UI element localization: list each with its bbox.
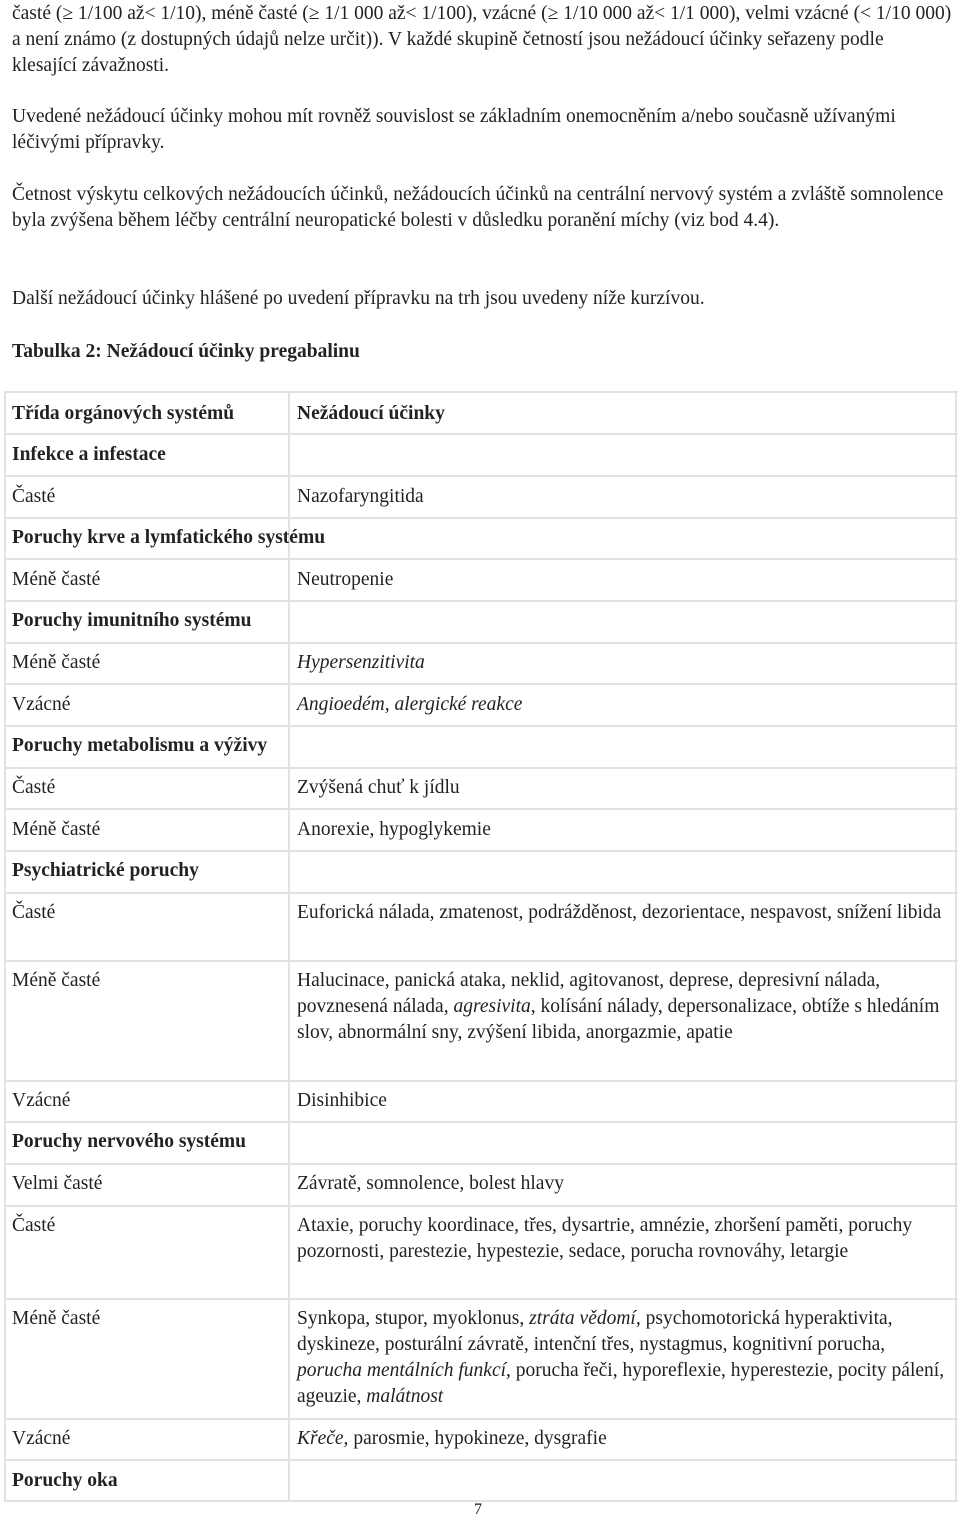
frequency-cell: Méně časté (12, 569, 101, 590)
effects-text-italic: Křeče, (297, 1428, 349, 1449)
effects-text-italic: malátnost (366, 1386, 444, 1407)
row-divider (4, 600, 958, 602)
row-divider (4, 558, 958, 560)
row-divider (4, 1459, 958, 1461)
effects-cell: Euforická nálada, zmatenost, podrážděnost, dezorientace, nespavost, snížení libida (297, 902, 942, 923)
frequency-cell: Méně časté (12, 819, 101, 840)
effects-cell (297, 1426, 607, 1452)
effects-text-italic: agresivita (453, 996, 531, 1017)
row-divider (4, 475, 958, 477)
effects-cell: Zvýšená chuť k jídlu (297, 777, 460, 798)
row-divider (4, 1418, 958, 1420)
intro-paragraph-postmarketing: Další nežádoucí účinky hlášené po uvedení přípravku na trh jsou uvedeny níže kurzívou. (12, 288, 705, 309)
intro-paragraph-cns-frequency: Četnost výskytu celkových nežádoucích účinků, nežádoucích účinků na centrální nervový systém a zvláště somnolence byla zvýšena během léčby centrální neuropatické bolesti v důsledku poranění míchy (viz bod 4.4). (12, 184, 944, 231)
section-title-metabolism: Poruchy metabolismu a výživy (12, 735, 268, 756)
row-divider (4, 725, 958, 727)
effects-cell: Disinhibice (297, 1090, 387, 1111)
column-divider (288, 391, 290, 1502)
row-divider (4, 1298, 958, 1300)
frequency-cell: Časté (12, 486, 56, 507)
effects-text: , psychomotorická hyperaktivita, dyskineze, posturální závratě, intenční třes, nystagmus, kognitivní porucha, (297, 1308, 893, 1355)
frequency-cell: Méně časté (12, 970, 101, 991)
section-title-blood: Poruchy krve a lymfatického systému (12, 527, 326, 548)
page-number: 7 (474, 1501, 482, 1518)
row-divider (4, 767, 958, 769)
intro-paragraph-association: Uvedené nežádoucí účinky mohou mít rovněž souvislost se základním onemocněním a/nebo současně užívanými léčivými přípravky. (12, 106, 896, 153)
section-title-infections: Infekce a infestace (12, 444, 166, 465)
effects-cell: Neutropenie (297, 569, 394, 590)
table-header-organ-class: Třída orgánových systémů (12, 403, 235, 424)
frequency-cell: Méně časté (12, 652, 101, 673)
effects-cell (297, 1306, 947, 1410)
frequency-cell: Méně časté (12, 1308, 101, 1329)
frequency-cell: Vzácné (12, 1090, 71, 1111)
effects-cell: Závratě, somnolence, bolest hlavy (297, 1173, 564, 1194)
effects-text: Synkopa, stupor, myoklonus, (297, 1308, 530, 1329)
table-top-border (4, 391, 958, 393)
section-title-nervous-system: Poruchy nervového systému (12, 1131, 246, 1152)
effects-cell (297, 968, 947, 1046)
table-caption: Tabulka 2: Nežádoucí účinky pregabalinu (12, 341, 360, 362)
effects-text: , porucha řeči, hyporeflexie, hyperestezie, pocity pálení, ageuzie, (297, 1360, 945, 1407)
section-title-eye: Poruchy oka (12, 1470, 118, 1491)
row-divider (4, 683, 958, 685)
effects-text: parosmie, hypokineze, dysgrafie (348, 1428, 607, 1449)
section-title-immune: Poruchy imunitního systému (12, 610, 252, 631)
row-divider (4, 1205, 958, 1207)
table-right-border (955, 391, 957, 1502)
frequency-cell: Vzácné (12, 694, 71, 715)
table-header-border (4, 433, 958, 435)
frequency-cell: Velmi časté (12, 1173, 103, 1194)
row-divider (4, 960, 958, 962)
row-divider (4, 808, 958, 810)
effects-cell: Angioedém, alergické reakce (297, 694, 523, 715)
frequency-cell: Časté (12, 902, 56, 923)
row-divider (4, 1121, 958, 1123)
row-divider (4, 850, 958, 852)
effects-text-italic: ztráta vědomí (529, 1308, 636, 1329)
row-divider (4, 642, 958, 644)
intro-paragraph-frequencies: časté (≥ 1/100 až< 1/10), méně časté (≥ 1/1 000 až< 1/100), vzácné (≥ 1/10 000 až< 1/1 000), velmi vzácné (< 1/10 000) a není známo (z dostupných údajů nelze určit)). V každé skupině četností jsou nežádoucí účinky seřazeny podle klesající závažnosti. (12, 3, 952, 76)
table-header-adverse-effects: Nežádoucí účinky (297, 403, 445, 424)
frequency-cell: Časté (12, 777, 56, 798)
section-title-psychiatric: Psychiatrické poruchy (12, 860, 199, 881)
effects-cell: Hypersenzitivita (297, 652, 425, 673)
row-divider (4, 517, 958, 519)
row-divider (4, 1080, 958, 1082)
effects-cell: Ataxie, poruchy koordinace, třes, dysartrie, amnézie, zhoršení paměti, poruchy pozornosti, parestezie, hypestezie, sedace, porucha rovnováhy, letargie (297, 1215, 913, 1262)
effects-cell: Anorexie, hypoglykemie (297, 819, 491, 840)
row-divider (4, 1163, 958, 1165)
effects-text: , kolísání nálady, depersonalizace, obtíže s hledáním slov, abnormální sny, zvýšení libida, anorgazmie, apatie (297, 996, 940, 1043)
frequency-cell: Časté (12, 1215, 56, 1236)
table-left-border (4, 391, 6, 1502)
effects-cell: Nazofaryngitida (297, 486, 424, 507)
frequency-cell: Vzácné (12, 1428, 71, 1449)
effects-text-italic: porucha mentálních funkcí (297, 1360, 507, 1381)
effects-text: Halucinace, panická ataka, neklid, agitovanost, deprese, depresivní nálada, povznesená nálada, (297, 970, 881, 1017)
row-divider (4, 892, 958, 894)
